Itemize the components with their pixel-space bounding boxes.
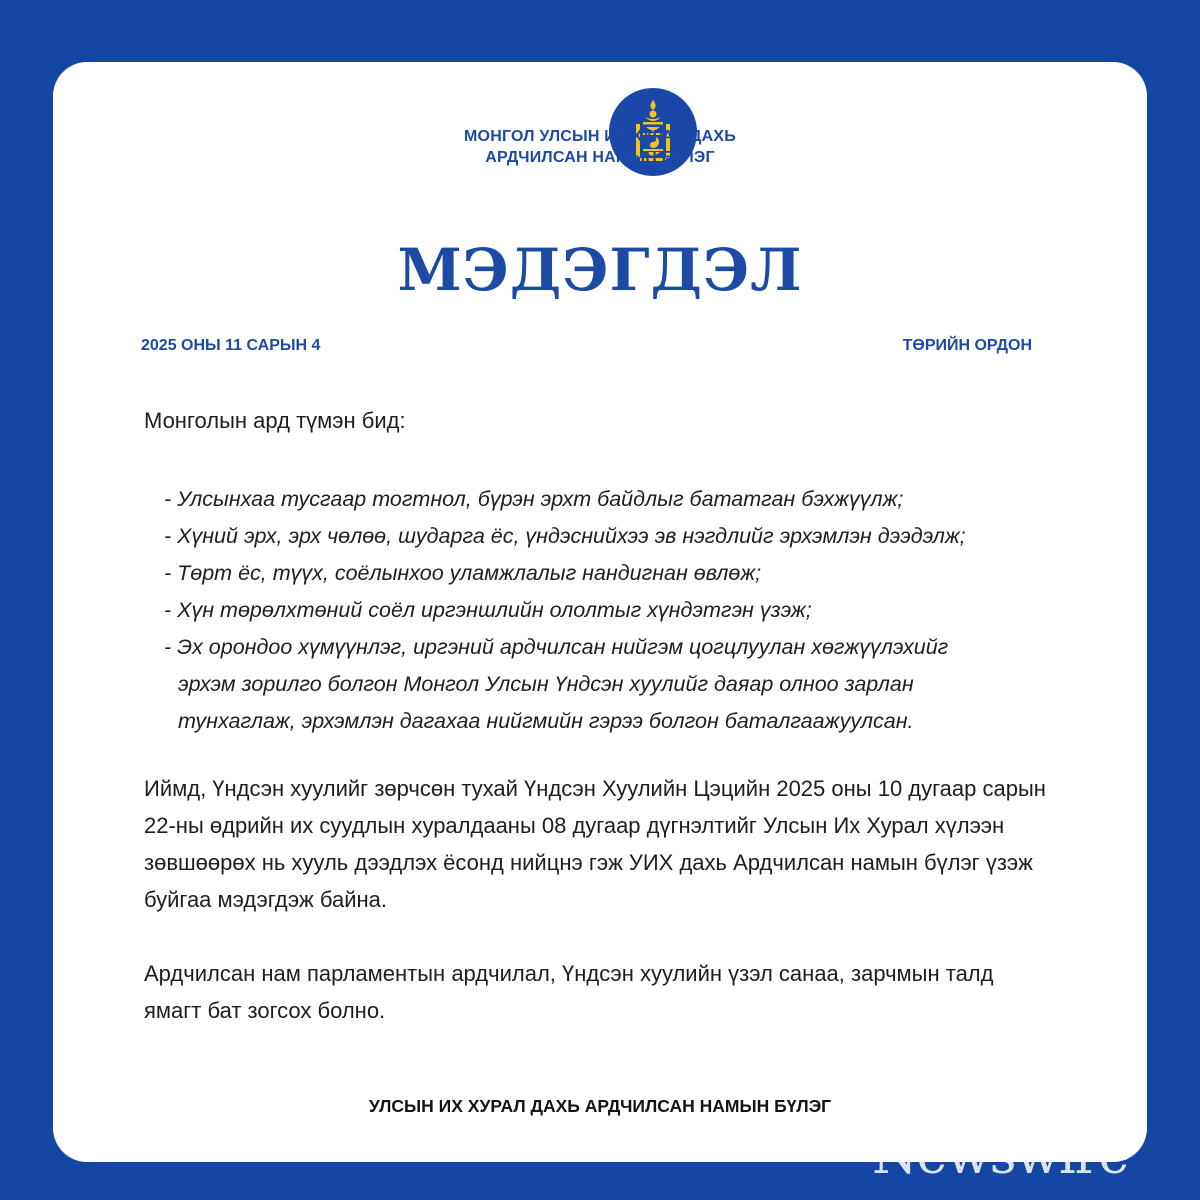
list-item: - Улсынхаа тусгаар тогтнол, бүрэн эрхт байдлыг бататган бэхжүүлж;	[164, 487, 904, 511]
intro-text: Монголын ард түмэн бид:	[144, 408, 406, 433]
list-item: - Хүний эрх, эрх чөлөө, шударга ёс, үндэснийхээ эв нэгдлийг эрхэмлэн дээдэлж;	[164, 524, 966, 548]
closing-paragraph: Ардчилсан нам парламентын ардчилал, Үндсэн хуулийн үзэл санаа, зарчмын талд ямагт бат зогсох болно.	[144, 961, 994, 1023]
list-item: - Эх орондоо хүмүүнлэг, иргэний ардчилсан нийгэм цогцлуулан хөгжүүлэхийг эрхэм зорилго болгон Монгол Улсын Үндсэн хуулийг даяар олноо зарлан тунхаглаж, эрхэмлэн дагахаа нийгмийн гэрээ болгон баталгаажуулсан.	[164, 635, 949, 733]
signature: УЛСЫН ИХ ХУРАЛ ДАХЬ АРДЧИЛСАН НАМЫН БҮЛЭГ	[368, 1096, 832, 1116]
org-line-2: АРДЧИЛСАН НАМЫН БҮЛЭГ	[485, 149, 715, 166]
list-item: - Хүн төрөлхтөний соёл иргэншлийн ололтыг хүндэтгэн үзэж;	[164, 598, 812, 622]
principles-list	[164, 481, 1044, 740]
statement-date: 2025 ОНЫ 11 САРЫН 4	[141, 337, 321, 354]
newswire-watermark: Newswire	[872, 1126, 1129, 1186]
organization-name	[300, 126, 900, 168]
list-item: - Төрт ёс, түүх, соёлынхоо уламжлалыг нандигнан өвлөж;	[164, 561, 762, 585]
statement-paragraph: Иймд, Үндсэн хуулийг зөрчсөн тухай Үндсэн Хуулийн Цэцийн 2025 оны 10 дугаар сарын 22-ны өдрийн их суудлын хуралдааны 08 дугаар дүгнэлтийг Улсын Их Хурал хүлээн зөвшөөрөх нь хууль дээдлэх ёсонд нийцнэ гэж УИХ дахь Ардчилсан намын бүлэг үзэж буйгаа мэдэгдэж байна.	[144, 776, 1046, 912]
org-line-1: МОНГОЛ УЛСЫН ИХ ХУРАЛ ДАХЬ	[464, 128, 736, 145]
page-title: МЭДЭГДЭЛ	[397, 236, 803, 304]
statement-place: ТӨРИЙН ОРДОН	[902, 337, 1032, 354]
statement-card	[53, 62, 1147, 1162]
